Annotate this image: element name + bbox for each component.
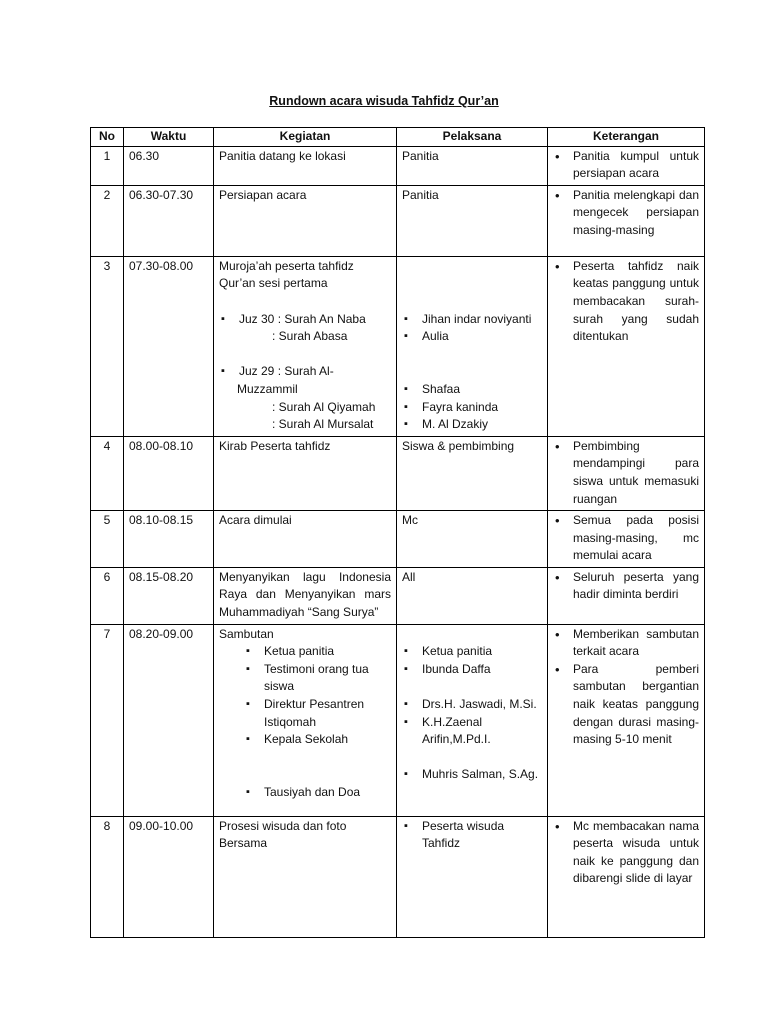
row-waktu: 08.20-09.00 [124,624,214,816]
row-keterangan [548,816,705,937]
surah-line: : Surah Al Qiyamah [272,399,376,414]
table-row [91,256,705,436]
row-no: 4 [91,436,124,510]
kegiatan-intro: Muroja’ah peserta tahfidz Qur’an sesi pertama [219,258,354,291]
surah-line: : Surah Al Mursalat [272,417,374,432]
row-no: 2 [91,185,124,256]
row-kegiatan: Prosesi wisuda dan foto Bersama [214,816,397,937]
row-pelaksana: All [397,567,548,624]
row-keterangan [548,436,705,510]
list-item: ▪ Shafaa [402,381,542,399]
row-kegiatan [214,624,397,816]
header-kegiatan: Kegiatan [214,128,397,147]
list-item: ▪ Kepala Sekolah [244,731,391,749]
table-header-row [91,128,705,147]
list-item: ▪ M. Al Dzakiy [402,416,542,434]
list-item: • Memberikan sambutan terkait acara [553,626,699,661]
row-kegiatan: Persiapan acara [214,185,397,256]
row-pelaksana [397,256,548,436]
row-no: 7 [91,624,124,816]
list-item: ▪ Direktur Pesantren Istiqomah [244,696,391,731]
row-no: 1 [91,146,124,185]
list-item: • Panitia melengkapi dan mengecek persiapan masing-masing [553,187,699,240]
list-item: ▪ Testimoni orang tua siswa [244,661,391,696]
list-item: ▪ Peserta wisuda Tahfidz [402,818,542,853]
list-item: ▪ Drs.H. Jaswadi, M.Si. [402,696,542,714]
row-no: 6 [91,567,124,624]
table-row [91,624,705,816]
row-waktu: 09.00-10.00 [124,816,214,937]
row-pelaksana: Panitia [397,146,548,185]
row-no: 5 [91,511,124,568]
list-item: • Seluruh peserta yang hadir diminta berdiri [553,569,699,604]
list-item: ▪ Jihan indar noviyanti [402,311,542,329]
list-item: ▪ Ibunda Daffa [402,661,542,679]
row-keterangan [548,146,705,185]
row-kegiatan: Panitia datang ke lokasi [214,146,397,185]
surah-line: : Surah Abasa [272,329,348,344]
list-item: ▪ Muhris Salman, S.Ag. [402,766,542,784]
table-row [91,185,705,256]
list-item: ▪ Ketua panitia [402,643,542,661]
row-no: 3 [91,256,124,436]
row-waktu: 08.15-08.20 [124,567,214,624]
kegiatan-intro: Sambutan [219,626,274,641]
row-keterangan [548,185,705,256]
list-item: • Semua pada posisi masing-masing, mc memulai acara [553,512,699,565]
header-no: No [91,128,124,147]
list-item: • Peserta tahfidz naik keatas panggung untuk membacakan surah-surah yang sudah ditentukan [553,258,699,346]
row-pelaksana: Siswa & pembimbing [397,436,548,510]
list-item: • Para pemberi sambutan bergantian naik keatas panggung dengan durasi masing-masing 5-10 menit [553,661,699,749]
row-keterangan [548,624,705,816]
row-pelaksana [397,816,548,937]
row-kegiatan: Kirab Peserta tahfidz [214,436,397,510]
list-item: • Pembimbing mendampingi para siswa untuk memasuki ruangan [553,438,699,508]
list-item: • Mc membacakan nama peserta wisuda untuk naik ke panggung dan dibarengi slide di layar [553,818,699,888]
list-item: ▪ Tausiyah dan Doa [244,784,391,802]
rundown-table [90,127,705,938]
table-row [91,511,705,568]
row-waktu: 06.30 [124,146,214,185]
row-pelaksana: Panitia [397,185,548,256]
row-pelaksana: Mc [397,511,548,568]
row-keterangan [548,256,705,436]
row-kegiatan: Menyanyikan lagu Indonesia Raya dan Menyanyikan mars Muhammadiyah “Sang Surya” [214,567,397,624]
list-item: ▪ Aulia [402,328,542,346]
header-keterangan: Keterangan [548,128,705,147]
table-row [91,436,705,510]
row-waktu: 08.00-08.10 [124,436,214,510]
header-pelaksana: Pelaksana [397,128,548,147]
row-kegiatan: Acara dimulai [214,511,397,568]
row-kegiatan [214,256,397,436]
list-item: ▪ Ketua panitia [244,643,391,661]
surah-line: Muzzammil [237,381,298,396]
table-row [91,816,705,937]
juz29-item: ▪ Juz 29 : Surah Al- [219,363,391,381]
table-row [91,567,705,624]
list-item: ▪ K.H.Zaenal Arifin,M.Pd.I. [402,714,542,749]
list-item: ▪ Fayra kaninda [402,399,542,417]
row-waktu: 08.10-08.15 [124,511,214,568]
header-waktu: Waktu [124,128,214,147]
row-waktu: 07.30-08.00 [124,256,214,436]
table-row [91,146,705,185]
row-keterangan [548,567,705,624]
list-item: • Panitia kumpul untuk persiapan acara [553,148,699,183]
row-pelaksana [397,624,548,816]
row-keterangan [548,511,705,568]
row-waktu: 06.30-07.30 [124,185,214,256]
document-title: Rundown acara wisuda Tahfidz Qur’an [269,94,499,108]
juz30-item: ▪ Juz 30 : Surah An Naba [219,311,391,329]
row-no: 8 [91,816,124,937]
